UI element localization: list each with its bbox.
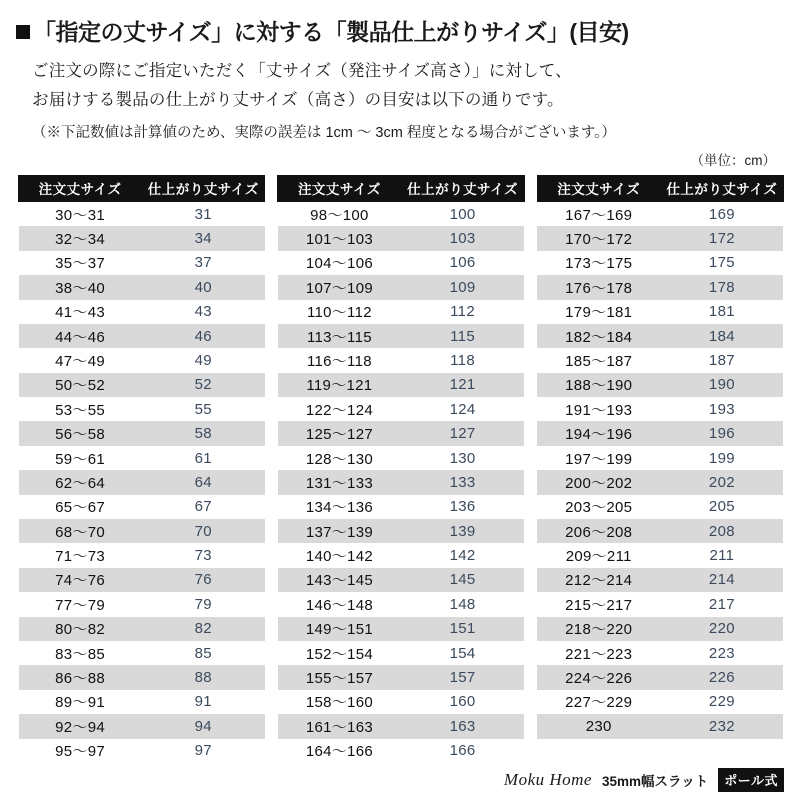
cell-finished-size: 139	[401, 519, 524, 543]
table-body-3	[537, 201, 783, 762]
header-finished-size: 仕上がり丈サイズ	[142, 175, 265, 201]
cell-finished-size: 112	[401, 300, 524, 324]
cell-order-size: 227〜229	[537, 690, 660, 714]
cell-finished-size: 214	[660, 568, 783, 592]
cell-finished-size: 172	[660, 226, 783, 250]
cell-finished-size: 52	[142, 373, 265, 397]
cell-finished-size: 82	[142, 617, 265, 641]
cell-order-size: 146〜148	[278, 592, 401, 616]
table-row	[19, 251, 265, 275]
cell-finished-size: 184	[660, 324, 783, 348]
cell-finished-size: 190	[660, 373, 783, 397]
cell-finished-size: 103	[401, 226, 524, 250]
table-row	[537, 470, 783, 494]
cell-finished-size: 223	[660, 641, 783, 665]
cell-finished-size: 118	[401, 348, 524, 372]
table-row	[537, 519, 783, 543]
cell-finished-size: 229	[660, 690, 783, 714]
table-body-2	[278, 201, 524, 762]
table-row	[537, 690, 783, 714]
cell-finished-size: 160	[401, 690, 524, 714]
cell-order-size: 167〜169	[537, 201, 660, 226]
footer-brand	[504, 768, 784, 792]
table-row	[278, 324, 524, 348]
table-row	[537, 592, 783, 616]
cell-order-size: 92〜94	[19, 714, 142, 738]
table-row	[278, 275, 524, 299]
table-row	[19, 690, 265, 714]
cell-order-size: 116〜118	[278, 348, 401, 372]
table-row	[537, 300, 783, 324]
cell-order-size: 137〜139	[278, 519, 401, 543]
cell-finished-size: 199	[660, 446, 783, 470]
page-title	[16, 14, 784, 47]
table-row	[537, 617, 783, 641]
cell-order-size: 77〜79	[19, 592, 142, 616]
cell-order-size: 203〜205	[537, 495, 660, 519]
table-row	[278, 690, 524, 714]
table-row	[278, 665, 524, 689]
table-row	[19, 348, 265, 372]
cell-finished-size: 124	[401, 397, 524, 421]
cell-order-size: 38〜40	[19, 275, 142, 299]
cell-finished-size: 91	[142, 690, 265, 714]
cell-finished-size: 100	[401, 201, 524, 226]
bullet-square-icon	[16, 25, 30, 39]
cell-order-size: 149〜151	[278, 617, 401, 641]
table-row	[537, 226, 783, 250]
header-order-size: 注文丈サイズ	[278, 175, 401, 201]
cell-finished-size: 88	[142, 665, 265, 689]
cell-order-size: 47〜49	[19, 348, 142, 372]
header-finished-size: 仕上がり丈サイズ	[660, 175, 783, 201]
cell-finished-size: 136	[401, 495, 524, 519]
cell-finished-size: 109	[401, 275, 524, 299]
table-row	[19, 470, 265, 494]
table-row	[278, 641, 524, 665]
cell-order-size: 86〜88	[19, 665, 142, 689]
table-row	[278, 470, 524, 494]
cell-finished-size: 79	[142, 592, 265, 616]
table-row	[537, 714, 783, 738]
cell-order-size: 206〜208	[537, 519, 660, 543]
table-row	[19, 397, 265, 421]
cell-order-size: 71〜73	[19, 543, 142, 567]
table-row	[278, 397, 524, 421]
table-row	[537, 275, 783, 299]
cell-finished-size: 187	[660, 348, 783, 372]
table-row	[278, 251, 524, 275]
cell-order-size	[537, 739, 660, 763]
cell-order-size: 155〜157	[278, 665, 401, 689]
table-row	[537, 641, 783, 665]
cell-finished-size: 127	[401, 421, 524, 445]
table-row	[278, 714, 524, 738]
table-row	[278, 373, 524, 397]
cell-order-size: 191〜193	[537, 397, 660, 421]
table-row	[19, 324, 265, 348]
cell-order-size: 161〜163	[278, 714, 401, 738]
cell-finished-size: 151	[401, 617, 524, 641]
cell-finished-size: 145	[401, 568, 524, 592]
cell-finished-size: 196	[660, 421, 783, 445]
cell-finished-size: 67	[142, 495, 265, 519]
cell-finished-size: 58	[142, 421, 265, 445]
cell-order-size: 110〜112	[278, 300, 401, 324]
cell-finished-size: 61	[142, 446, 265, 470]
cell-finished-size: 166	[401, 739, 524, 763]
table-row	[19, 543, 265, 567]
cell-finished-size: 40	[142, 275, 265, 299]
cell-finished-size: 217	[660, 592, 783, 616]
cell-order-size: 125〜127	[278, 421, 401, 445]
table-row	[537, 446, 783, 470]
page-title-text: 「指定の丈サイズ」に対する「製品仕上がりサイズ」(目安)	[33, 19, 629, 45]
table-row	[537, 495, 783, 519]
cell-order-size: 53〜55	[19, 397, 142, 421]
cell-order-size: 107〜109	[278, 275, 401, 299]
cell-finished-size: 76	[142, 568, 265, 592]
cell-finished-size: 193	[660, 397, 783, 421]
table-row	[537, 421, 783, 445]
header-finished-size: 仕上がり丈サイズ	[401, 175, 524, 201]
cell-finished-size: 169	[660, 201, 783, 226]
cell-finished-size: 130	[401, 446, 524, 470]
cell-order-size: 215〜217	[537, 592, 660, 616]
header-order-size: 注文丈サイズ	[19, 175, 142, 201]
cell-finished-size: 226	[660, 665, 783, 689]
table-row	[19, 519, 265, 543]
cell-order-size: 182〜184	[537, 324, 660, 348]
cell-finished-size: 97	[142, 739, 265, 763]
table-row	[537, 568, 783, 592]
cell-order-size: 101〜103	[278, 226, 401, 250]
cell-order-size: 89〜91	[19, 690, 142, 714]
cell-order-size: 209〜211	[537, 543, 660, 567]
table-row	[19, 568, 265, 592]
table-row	[19, 300, 265, 324]
cell-order-size: 50〜52	[19, 373, 142, 397]
unit-label: （単位：cm）	[690, 152, 776, 168]
cell-finished-size: 202	[660, 470, 783, 494]
cell-order-size: 62〜64	[19, 470, 142, 494]
cell-finished-size: 148	[401, 592, 524, 616]
table-row	[537, 201, 783, 226]
cell-finished-size: 43	[142, 300, 265, 324]
cell-order-size: 152〜154	[278, 641, 401, 665]
cell-order-size: 113〜115	[278, 324, 401, 348]
table-row	[537, 665, 783, 689]
cell-order-size: 41〜43	[19, 300, 142, 324]
cell-finished-size: 94	[142, 714, 265, 738]
table-row	[278, 421, 524, 445]
cell-order-size: 143〜145	[278, 568, 401, 592]
cell-order-size: 134〜136	[278, 495, 401, 519]
table-row	[537, 373, 783, 397]
table-row	[537, 739, 783, 763]
cell-order-size: 30〜31	[19, 201, 142, 226]
cell-finished-size: 34	[142, 226, 265, 250]
cell-order-size: 194〜196	[537, 421, 660, 445]
cell-order-size: 128〜130	[278, 446, 401, 470]
cell-finished-size: 154	[401, 641, 524, 665]
cell-finished-size: 178	[660, 275, 783, 299]
cell-order-size: 224〜226	[537, 665, 660, 689]
table-row	[537, 324, 783, 348]
cell-order-size: 59〜61	[19, 446, 142, 470]
pole-type-badge: ポール式	[718, 768, 784, 792]
cell-finished-size: 208	[660, 519, 783, 543]
table-row	[19, 714, 265, 738]
table-row	[278, 226, 524, 250]
cell-finished-size: 163	[401, 714, 524, 738]
intro-line-2: お届けする製品の仕上がり丈サイズ（高さ）の目安は以下の通りです。	[32, 90, 564, 109]
table-row	[278, 617, 524, 641]
cell-finished-size: 31	[142, 201, 265, 226]
header-order-size: 注文丈サイズ	[537, 175, 660, 201]
table-row	[278, 519, 524, 543]
cell-finished-size: 64	[142, 470, 265, 494]
cell-order-size: 164〜166	[278, 739, 401, 763]
cell-order-size: 122〜124	[278, 397, 401, 421]
cell-finished-size: 175	[660, 251, 783, 275]
cell-order-size: 197〜199	[537, 446, 660, 470]
cell-order-size: 83〜85	[19, 641, 142, 665]
cell-order-size: 104〜106	[278, 251, 401, 275]
cell-finished-size: 46	[142, 324, 265, 348]
cell-order-size: 56〜58	[19, 421, 142, 445]
cell-finished-size: 55	[142, 397, 265, 421]
intro-note: （※下記数値は計算値のため、実際の誤差は 1cm 〜 3cm 程度となる場合がございます。）	[32, 124, 616, 141]
table-row	[278, 495, 524, 519]
table-row	[278, 739, 524, 763]
cell-order-size: 188〜190	[537, 373, 660, 397]
cell-finished-size: 157	[401, 665, 524, 689]
cell-finished-size: 121	[401, 373, 524, 397]
cell-finished-size: 181	[660, 300, 783, 324]
cell-finished-size: 133	[401, 470, 524, 494]
table-row	[19, 592, 265, 616]
table-body-1	[19, 201, 265, 762]
cell-finished-size	[660, 739, 783, 763]
cell-finished-size: 232	[660, 714, 783, 738]
cell-order-size: 179〜181	[537, 300, 660, 324]
cell-order-size: 74〜76	[19, 568, 142, 592]
cell-order-size: 68〜70	[19, 519, 142, 543]
cell-order-size: 98〜100	[278, 201, 401, 226]
cell-order-size: 158〜160	[278, 690, 401, 714]
cell-finished-size: 205	[660, 495, 783, 519]
cell-finished-size: 220	[660, 617, 783, 641]
table-row	[537, 397, 783, 421]
table-row	[19, 495, 265, 519]
size-table-3	[537, 175, 784, 763]
table-header-row	[537, 175, 783, 201]
cell-order-size: 140〜142	[278, 543, 401, 567]
cell-finished-size: 211	[660, 543, 783, 567]
cell-order-size: 230	[537, 714, 660, 738]
table-row	[19, 201, 265, 226]
brand-logo: Moku Home	[503, 770, 592, 789]
size-tables	[16, 175, 784, 763]
table-row	[278, 300, 524, 324]
slat-width-label: 35mm幅スラット	[601, 774, 709, 789]
cell-finished-size: 106	[401, 251, 524, 275]
size-table-1	[18, 175, 265, 763]
cell-finished-size: 85	[142, 641, 265, 665]
table-row	[278, 592, 524, 616]
cell-order-size: 173〜175	[537, 251, 660, 275]
cell-order-size: 44〜46	[19, 324, 142, 348]
cell-order-size: 32〜34	[19, 226, 142, 250]
table-row	[537, 543, 783, 567]
table-row	[19, 373, 265, 397]
table-row	[19, 617, 265, 641]
table-row	[278, 543, 524, 567]
cell-order-size: 185〜187	[537, 348, 660, 372]
cell-order-size: 80〜82	[19, 617, 142, 641]
table-row	[19, 421, 265, 445]
cell-order-size: 212〜214	[537, 568, 660, 592]
table-row	[19, 226, 265, 250]
cell-order-size: 200〜202	[537, 470, 660, 494]
table-row	[278, 446, 524, 470]
cell-order-size: 95〜97	[19, 739, 142, 763]
cell-order-size: 221〜223	[537, 641, 660, 665]
cell-finished-size: 142	[401, 543, 524, 567]
table-row	[19, 446, 265, 470]
table-row	[278, 201, 524, 226]
table-row	[19, 641, 265, 665]
cell-order-size: 170〜172	[537, 226, 660, 250]
size-table-2	[277, 175, 524, 763]
table-header-row	[278, 175, 524, 201]
table-row	[19, 739, 265, 763]
cell-order-size: 35〜37	[19, 251, 142, 275]
cell-order-size: 119〜121	[278, 373, 401, 397]
cell-order-size: 218〜220	[537, 617, 660, 641]
table-header-row	[19, 175, 265, 201]
table-row	[537, 251, 783, 275]
table-row	[19, 665, 265, 689]
cell-finished-size: 49	[142, 348, 265, 372]
cell-finished-size: 115	[401, 324, 524, 348]
cell-order-size: 176〜178	[537, 275, 660, 299]
cell-finished-size: 70	[142, 519, 265, 543]
table-row	[278, 348, 524, 372]
table-row	[278, 568, 524, 592]
table-row	[19, 275, 265, 299]
cell-finished-size: 73	[142, 543, 265, 567]
cell-order-size: 131〜133	[278, 470, 401, 494]
cell-finished-size: 37	[142, 251, 265, 275]
intro-line-1: ご注文の際にご指定いただく「丈サイズ（発注サイズ高さ）」に対して、	[32, 62, 572, 80]
table-row	[537, 348, 783, 372]
cell-order-size: 65〜67	[19, 495, 142, 519]
